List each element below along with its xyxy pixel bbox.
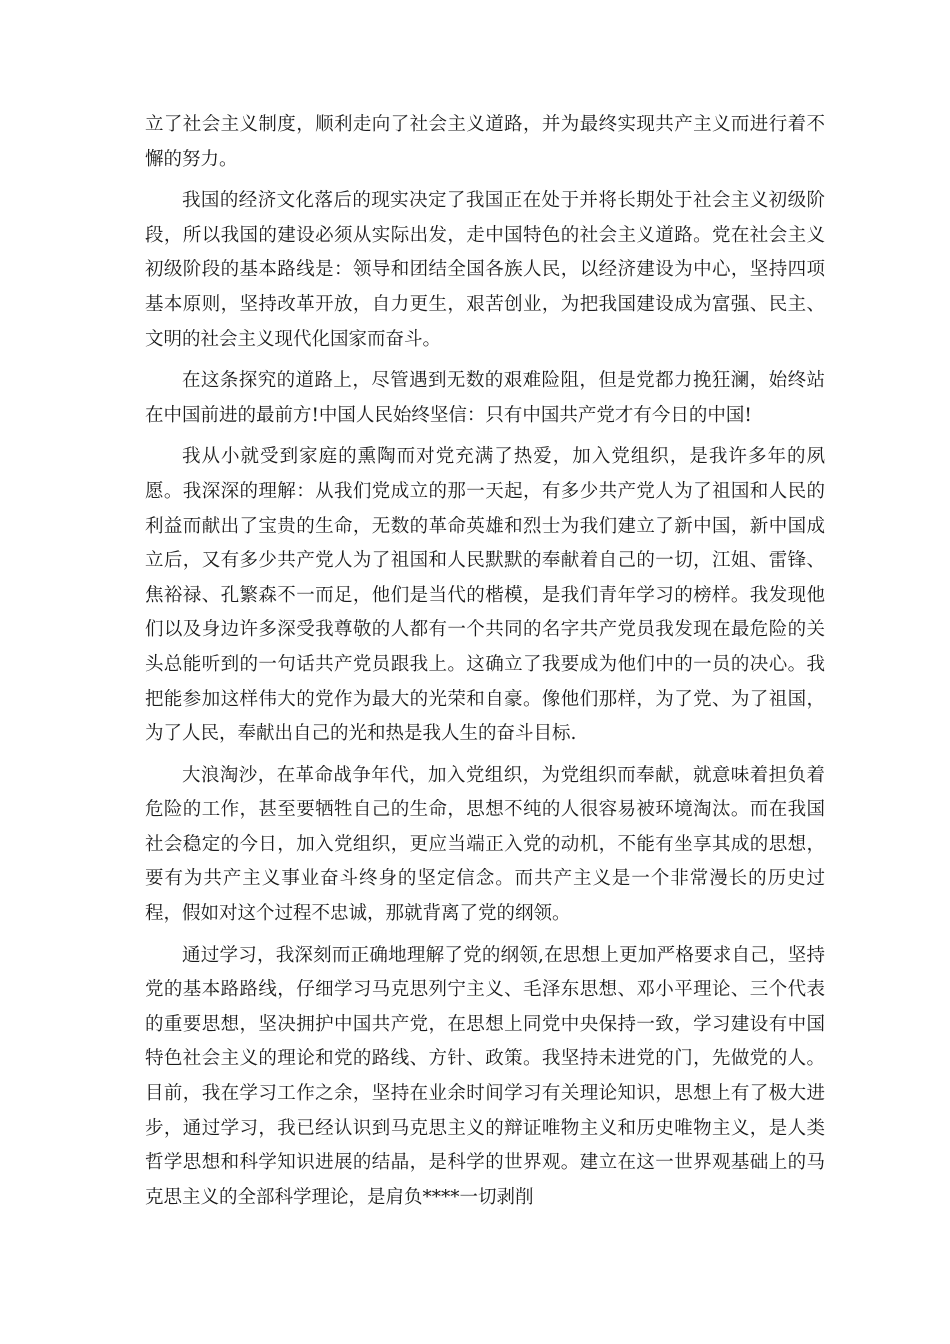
paragraph-5: 大浪淘沙，在革命战争年代，加入党组织，为党组织而奉献，就意味着担负着危险的工作，甚至要牺牲自己的生命，思想不纯的人很容易被环境淘汰。而在我国社会稳定的今日，加入党组织，更应当端正入党的动机，不能有坐享其成的思想，要有为共产主义事业奋斗终身的坚定信念。而共产主义是一个非常漫长的历史过程，假如对这个过程不忠诚，那就背离了党的纲领。 [145, 764, 825, 925]
document-body [145, 108, 825, 1222]
paragraph-4: 我从小就受到家庭的熏陶而对党充满了热爱，加入党组织，是我许多年的夙愿。我深深的理解：从我们党成立的那一天起，有多少共产党人为了祖国和人民的利益而献出了宝贵的生命，无数的革命英雄和烈士为我们建立了新中国，新中国成立后，又有多少共产党人为了祖国和人民默默的奉献着自己的一切，江姐、雷锋、焦裕禄、孔繁森不一而足，他们是当代的楷模，是我们青年学习的榜样。我发现他们以及身边许多深受我尊敬的人都有一个共同的名字共产党员我发现在最危险的关头总能听到的一句话共产党员跟我上。这确立了我要成为他们中的一员的决心。我把能参加这样伟大的党作为最大的光荣和自豪。像他们那样，为了党、为了祖国，为了人民，奉献出自己的光和热是我人生的奋斗目标. [145, 446, 825, 745]
paragraph-3: 在这条探究的道路上，尽管遇到无数的艰难险阻，但是党都力挽狂澜，始终站在中国前进的最前方!中国人民始终坚信：只有中国共产党才有今日的中国! [145, 370, 825, 426]
paragraph-6: 通过学习，我深刻而正确地理解了党的纲领,在思想上更加严格要求自己，坚持党的基本路路线，仔细学习马克思列宁主义、毛泽东思想、邓小平理论、三个代表的重要思想，坚决拥护中国共产党，在思想上同党中央保持一致，学习建设有中国特色社会主义的理论和党的路线、方针、政策。我坚持未进党的门，先做党的人。目前，我在学习工作之余，坚持在业余时间学习有关理论知识，思想上有了极大进步，通过学习，我已经认识到马克思主义的辩证唯物主义和历史唯物主义，是人类哲学思想和科学知识进展的结晶，是科学的世界观。建立在这一世界观基础上的马克思主义的全部科学理论，是肩负****一切剥削 [145, 944, 825, 1208]
paragraph-2: 我国的经济文化落后的现实决定了我国正在处于并将长期处于社会主义初级阶段，所以我国的建设必须从实际出发，走中国特色的社会主义道路。党在社会主义初级阶段的基本路线是：领导和团结全国各族人民，以经济建设为中心，坚持四项基本原则，坚持改革开放，自力更生，艰苦创业，为把我国建设成为富强、民主、文明的社会主义现代化国家而奋斗。 [145, 190, 825, 350]
paragraph-1: 立了社会主义制度，顺利走向了社会主义道路，并为最终实现共产主义而进行着不懈的努力。 [145, 114, 825, 170]
